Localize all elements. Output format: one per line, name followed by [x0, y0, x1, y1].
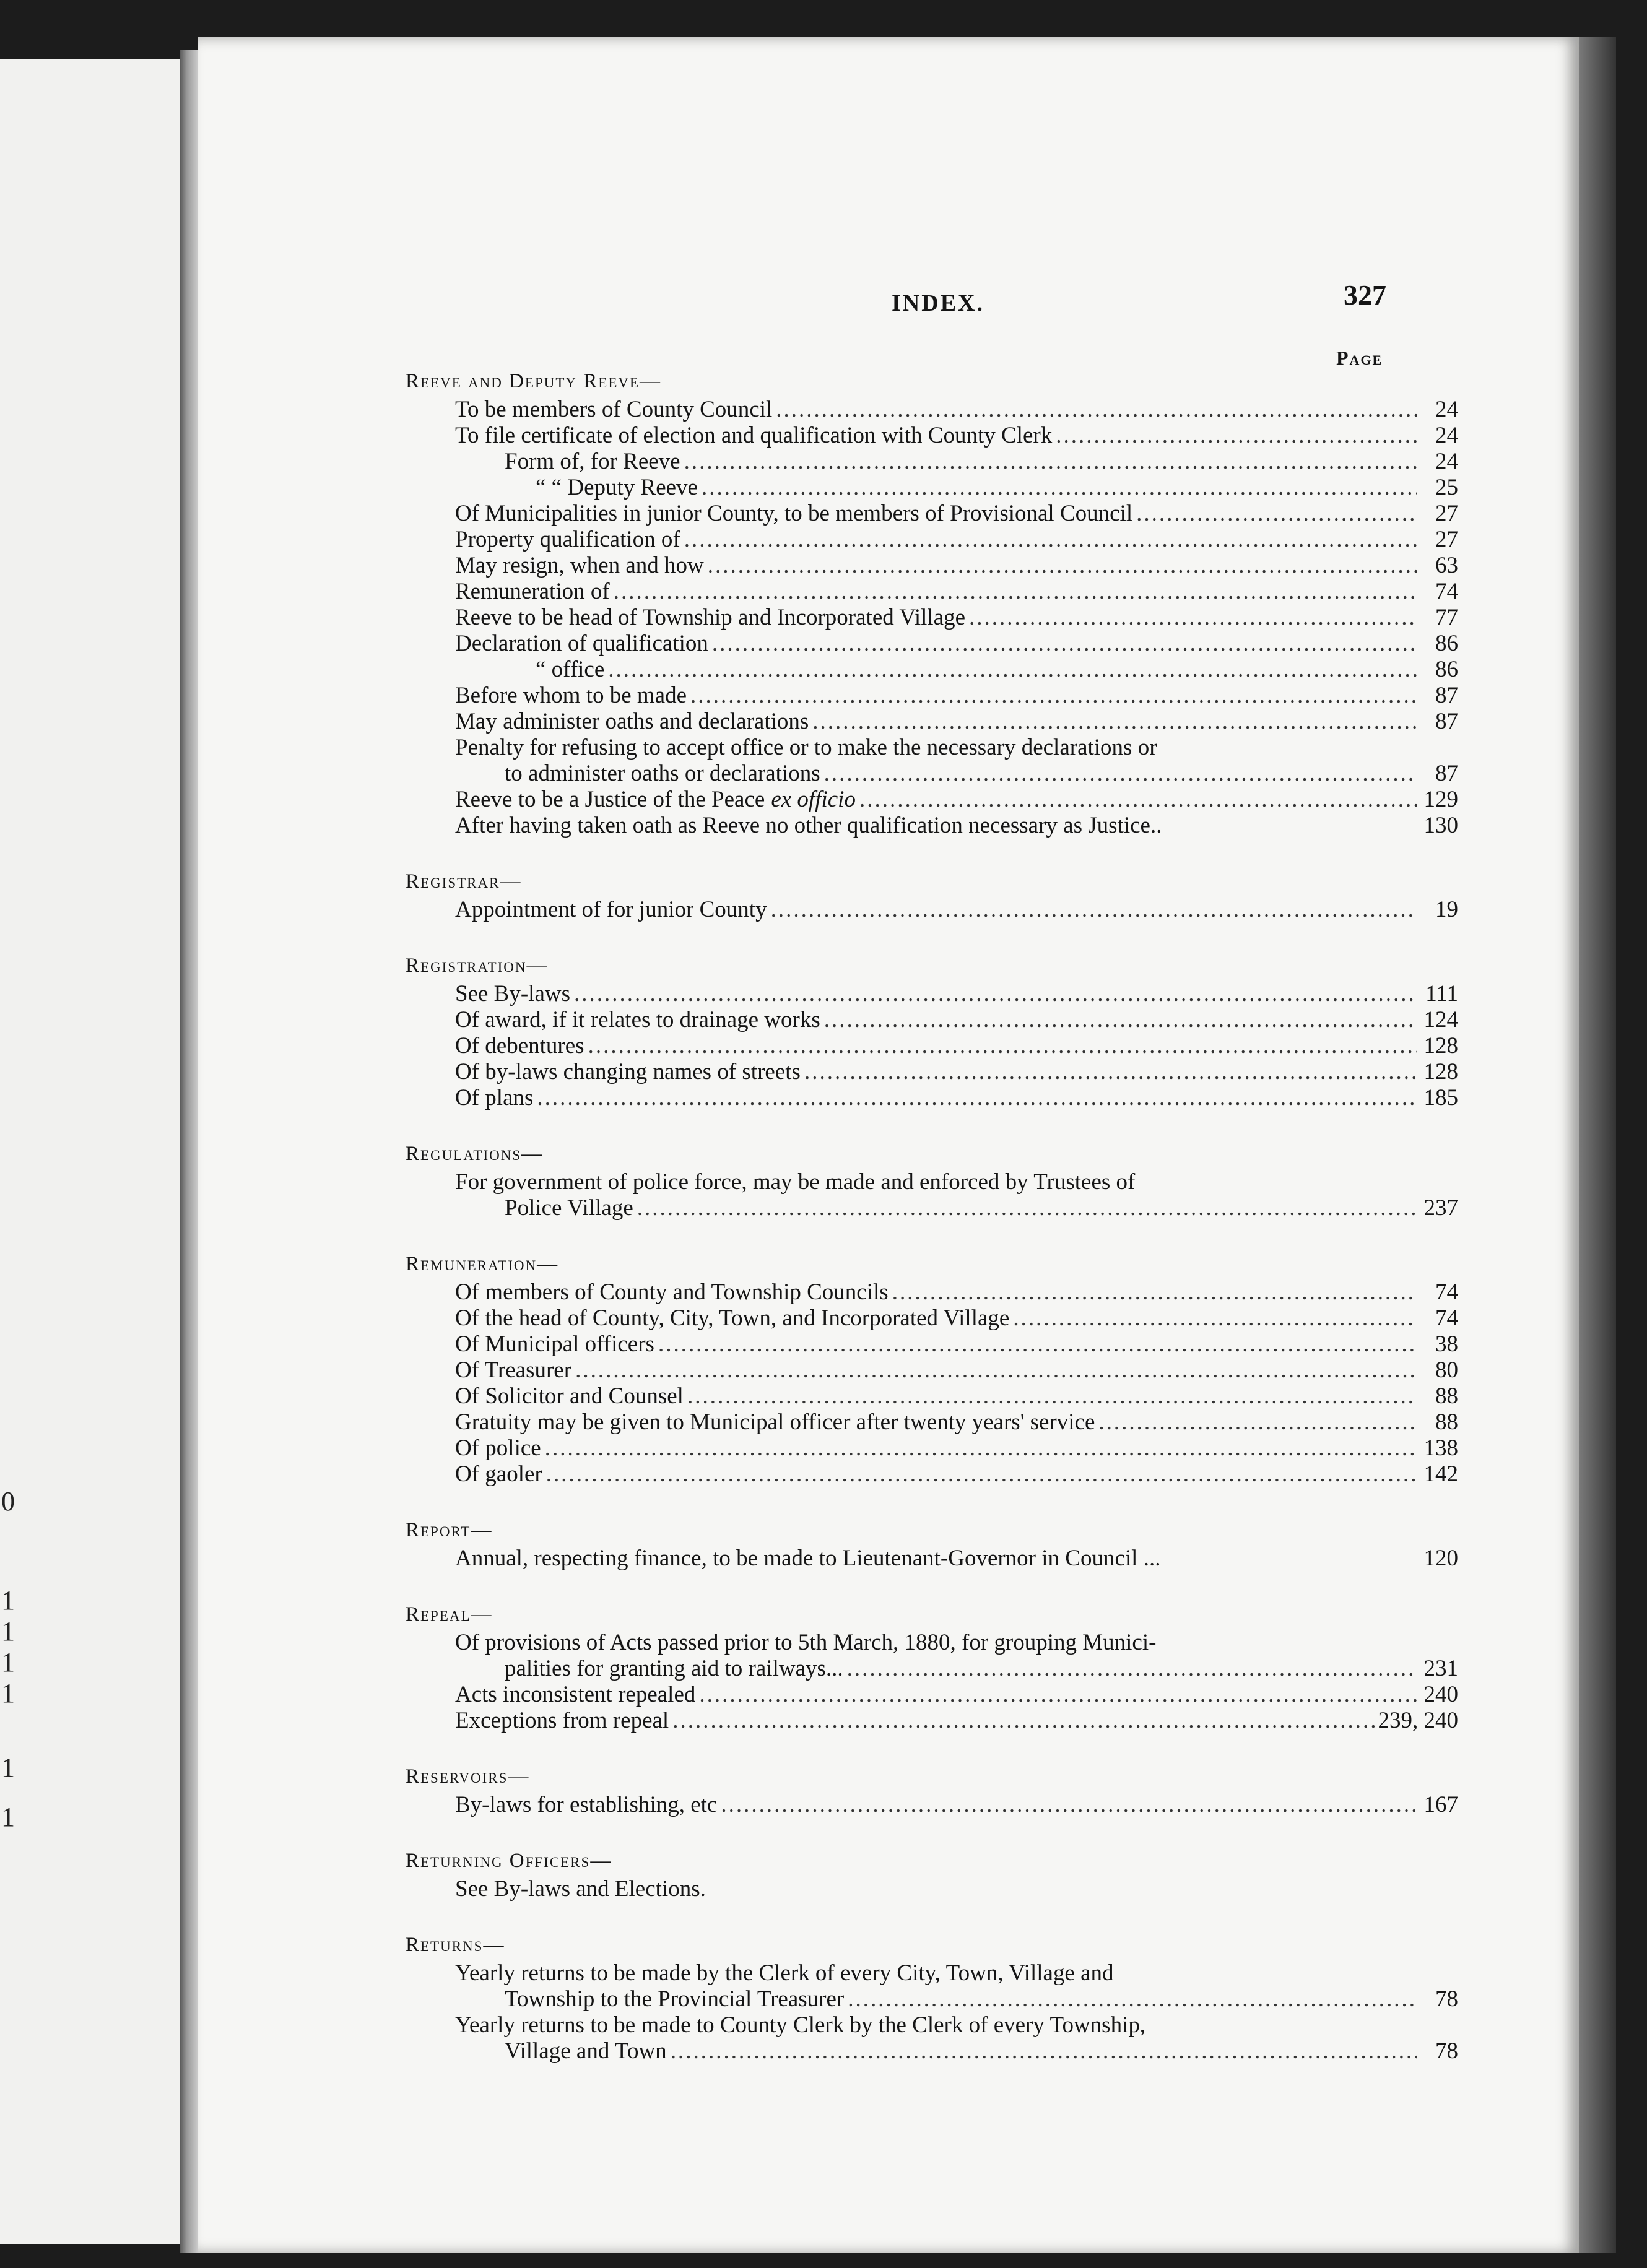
dot-leader — [637, 1195, 1417, 1221]
entry-page: 78 — [1435, 1986, 1458, 2012]
index-section — [406, 368, 1458, 839]
index-entry — [406, 1331, 1458, 1357]
entry-page: 231 — [1423, 1656, 1458, 1681]
section-heading: Remuneration— — [406, 1253, 559, 1275]
index-entry — [406, 1435, 1458, 1461]
section-heading: Repeal— — [406, 1603, 493, 1625]
entry-label: For government of police force, may be made and enforced by Trustees of — [455, 1169, 1136, 1195]
index-entry — [406, 1876, 1458, 1902]
entry-label: Of police — [455, 1435, 541, 1461]
entry-page: 74 — [1435, 579, 1458, 604]
dot-leader — [776, 397, 1417, 423]
index-section — [406, 1764, 1458, 1818]
index-section — [406, 1251, 1458, 1487]
entry-label: Reeve to be head of Township and Incorporated Village — [455, 605, 966, 630]
margin-mark: 1 — [1, 1647, 15, 1677]
page-column-label: Page — [1336, 347, 1383, 369]
entry-page: 86 — [1435, 631, 1458, 656]
section-heading: Report— — [406, 1519, 493, 1541]
index-entry — [406, 897, 1458, 923]
entry-label: Form of, for Reeve — [505, 449, 680, 474]
dot-leader — [812, 709, 1417, 735]
index-entry — [406, 1960, 1458, 1986]
dot-leader — [672, 1708, 1374, 1734]
dot-leader — [614, 579, 1417, 605]
index-entry — [406, 683, 1458, 709]
entry-page: 77 — [1435, 605, 1458, 630]
index-section — [406, 1141, 1458, 1221]
index-entry — [406, 527, 1458, 553]
index-entry — [406, 397, 1458, 423]
margin-mark: 1 — [1, 1802, 15, 1832]
index-entry — [406, 709, 1458, 735]
entry-label: To be members of County Council — [455, 397, 773, 422]
entry-label: Of Municipal officers — [455, 1331, 654, 1357]
entry-label: Of members of County and Township Councils — [455, 1279, 889, 1305]
entry-page: 24 — [1435, 397, 1458, 422]
index-entry — [406, 761, 1458, 787]
entry-label: Of Municipalities in junior County, to be members of Provisional Council — [455, 501, 1133, 526]
entry-label: After having taken oath as Reeve no other qualification necessary as Justice.. — [455, 813, 1162, 838]
index-page — [198, 37, 1579, 2253]
entry-label: Remuneration of — [455, 579, 610, 604]
entry-label: Gratuity may be given to Municipal officer after twenty years' service — [455, 1409, 1095, 1435]
index-entry — [406, 1033, 1458, 1059]
dot-leader — [658, 1331, 1417, 1357]
entry-label: Property qualification of — [455, 527, 680, 552]
index-section — [406, 1932, 1458, 2064]
index-section — [406, 1848, 1458, 1902]
index-entry — [406, 1656, 1458, 1682]
entry-page: 87 — [1435, 709, 1458, 734]
entry-page: 185 — [1423, 1085, 1458, 1110]
entry-italic: ex officio — [771, 787, 856, 812]
index-section — [406, 868, 1458, 923]
entry-label: to administer oaths or declarations — [505, 761, 820, 786]
entry-page: 111 — [1425, 981, 1458, 1006]
facing-page-edge — [0, 59, 180, 2244]
entry-label: Of the head of County, City, Town, and Incorporated Village — [455, 1305, 1010, 1331]
dot-leader — [690, 683, 1417, 709]
entry-label: Of gaoler — [455, 1461, 542, 1487]
index-entry — [406, 1085, 1458, 1111]
entry-label: Of provisions of Acts passed prior to 5th March, 1880, for grouping Munici- — [455, 1630, 1157, 1655]
margin-mark: 1 — [1, 1585, 15, 1616]
dot-leader — [545, 1435, 1417, 1461]
entry-page: 78 — [1435, 2038, 1458, 2064]
index-entry — [406, 1305, 1458, 1331]
dot-leader — [721, 1792, 1417, 1818]
index-entry — [406, 1461, 1458, 1487]
entry-label: Yearly returns to be made by the Clerk of every City, Town, Village and — [455, 1960, 1114, 1986]
margin-mark: 1 — [1, 1678, 15, 1708]
section-heading: Registration— — [406, 954, 549, 977]
index-entry — [406, 1279, 1458, 1305]
entry-label: Annual, respecting finance, to be made to Lieutenant-Governor in Council ... — [455, 1546, 1161, 1571]
margin-mark: 1 — [1, 1752, 15, 1783]
index-entry — [406, 501, 1458, 527]
entry-label: Township to the Provincial Treasurer — [505, 1986, 845, 2012]
section-heading: Reservoirs— — [406, 1765, 530, 1788]
entry-page: 239, 240 — [1378, 1708, 1458, 1733]
dot-leader — [588, 1033, 1417, 1059]
index-entry — [406, 813, 1458, 839]
dot-leader — [1056, 423, 1417, 449]
index-entry — [406, 605, 1458, 631]
entry-page: 27 — [1435, 501, 1458, 526]
index-entry — [406, 475, 1458, 501]
dot-leader — [699, 1682, 1417, 1708]
entry-label: Of award, if it relates to drainage works — [455, 1007, 820, 1032]
entry-page: 240 — [1423, 1682, 1458, 1707]
book-gutter — [180, 50, 198, 2253]
entry-label: Of Solicitor and Counsel — [455, 1383, 684, 1409]
entry-label: Exceptions from repeal — [455, 1708, 669, 1733]
entry-page: 63 — [1435, 553, 1458, 578]
dot-leader — [847, 1656, 1417, 1682]
dot-leader — [575, 1357, 1417, 1383]
index-entry — [406, 579, 1458, 605]
dot-leader — [687, 1383, 1417, 1409]
entry-page: 128 — [1423, 1059, 1458, 1084]
dot-leader — [1098, 1409, 1417, 1435]
entry-label: May administer oaths and declarations — [455, 709, 809, 734]
entry-page: 25 — [1435, 475, 1458, 500]
entry-page: 24 — [1435, 449, 1458, 474]
dot-leader — [771, 897, 1417, 923]
section-heading: Returning Officers— — [406, 1850, 612, 1872]
entry-label: “ office — [536, 657, 605, 682]
index-entry — [406, 553, 1458, 579]
entry-page: 129 — [1423, 787, 1458, 812]
dot-leader — [684, 527, 1417, 553]
dot-leader — [892, 1279, 1417, 1305]
entry-label: See By-laws and Elections. — [455, 1876, 706, 1902]
entry-page: 74 — [1435, 1279, 1458, 1305]
index-entry — [406, 1195, 1458, 1221]
entry-label: “ “ Deputy Reeve — [536, 475, 698, 500]
index-entry — [406, 1546, 1458, 1572]
entry-page: 88 — [1435, 1409, 1458, 1435]
entry-label: Of plans — [455, 1085, 534, 1110]
index-entry — [406, 981, 1458, 1007]
entry-page: 38 — [1435, 1331, 1458, 1357]
entry-page: 24 — [1435, 423, 1458, 448]
page-number: 327 — [1344, 279, 1386, 311]
dot-leader — [684, 449, 1417, 475]
entry-page: 86 — [1435, 657, 1458, 682]
index-entry — [406, 1682, 1458, 1708]
entry-label: See By-laws — [455, 981, 570, 1006]
dot-leader — [608, 657, 1417, 683]
section-heading: Regulations— — [406, 1143, 544, 1165]
section-heading: Reeve and Deputy Reeve— — [406, 370, 662, 392]
dot-leader — [712, 631, 1417, 657]
index-entry — [406, 1708, 1458, 1734]
index-entry — [406, 1986, 1458, 2012]
index-entry — [406, 423, 1458, 449]
entry-label: Penalty for refusing to accept office or to make the necessary declarations or — [455, 735, 1157, 760]
entry-label: Police Village — [505, 1195, 633, 1221]
entry-label: Of debentures — [455, 1033, 584, 1058]
section-heading: Returns— — [406, 1934, 505, 1956]
index-entry — [406, 1007, 1458, 1033]
dot-leader — [859, 787, 1417, 813]
entry-label: By-laws for establishing, etc — [455, 1792, 718, 1817]
index-section — [406, 1517, 1458, 1572]
index-entry — [406, 449, 1458, 475]
index-entry — [406, 1357, 1458, 1383]
index-list — [406, 368, 1458, 2094]
dot-leader — [1013, 1305, 1417, 1331]
dot-leader — [824, 761, 1417, 787]
entry-label: Of by-laws changing names of streets — [455, 1059, 801, 1084]
section-heading: Registrar— — [406, 870, 522, 893]
entry-page: 87 — [1435, 761, 1458, 786]
entry-label: May resign, when and how — [455, 553, 704, 578]
dot-leader — [1136, 501, 1417, 527]
running-head: INDEX. — [892, 290, 984, 316]
entry-label: To file certificate of election and qualification with County Clerk — [455, 423, 1053, 448]
entry-page: 80 — [1435, 1357, 1458, 1383]
margin-mark: 1 — [1, 1616, 15, 1647]
entry-page: 87 — [1435, 683, 1458, 708]
entry-page: 74 — [1435, 1305, 1458, 1331]
entry-page: 138 — [1423, 1435, 1458, 1461]
dot-leader — [824, 1007, 1417, 1033]
entry-label: Acts inconsistent repealed — [455, 1682, 696, 1707]
entry-label: Before whom to be made — [455, 683, 687, 708]
entry-page: 19 — [1435, 897, 1458, 922]
entry-page: 167 — [1423, 1792, 1458, 1817]
index-entry — [406, 2012, 1458, 2038]
dot-leader — [969, 605, 1417, 631]
index-entry — [406, 1383, 1458, 1409]
dot-leader — [574, 981, 1417, 1007]
index-entry — [406, 1059, 1458, 1085]
index-entry — [406, 1409, 1458, 1435]
entry-page: 124 — [1423, 1007, 1458, 1032]
entry-label: Appointment of for junior County — [455, 897, 767, 922]
page-stack-edge — [1579, 37, 1616, 2253]
index-entry — [406, 1169, 1458, 1195]
entry-label: Village and Town — [505, 2038, 667, 2064]
entry-page: 237 — [1423, 1195, 1458, 1221]
entry-label: Reeve to be a Justice of the Peace — [455, 787, 765, 812]
entry-label: Yearly returns to be made to County Clerk by the Clerk of every Township, — [455, 2012, 1146, 2038]
entry-page: 120 — [1423, 1546, 1458, 1571]
dot-leader — [848, 1986, 1417, 2012]
index-entry — [406, 1792, 1458, 1818]
index-entry — [406, 735, 1458, 761]
entry-label: Declaration of qualification — [455, 631, 708, 656]
index-entry — [406, 787, 1458, 813]
index-section — [406, 1601, 1458, 1734]
entry-page: 130 — [1423, 813, 1458, 838]
dot-leader — [537, 1085, 1417, 1111]
margin-mark: 0 — [1, 1486, 15, 1517]
entry-page: 88 — [1435, 1383, 1458, 1409]
dot-leader — [804, 1059, 1417, 1085]
dot-leader — [671, 2038, 1417, 2064]
index-entry — [406, 631, 1458, 657]
dot-leader — [708, 553, 1417, 579]
entry-label: Of Treasurer — [455, 1357, 572, 1383]
index-entry — [406, 1630, 1458, 1656]
index-section — [406, 953, 1458, 1111]
dot-leader — [702, 475, 1417, 501]
entry-page: 128 — [1423, 1033, 1458, 1058]
entry-page: 142 — [1423, 1461, 1458, 1487]
dot-leader — [546, 1461, 1417, 1487]
index-entry — [406, 657, 1458, 683]
index-entry — [406, 2038, 1458, 2064]
entry-label: palities for granting aid to railways... — [505, 1656, 843, 1681]
entry-page: 27 — [1435, 527, 1458, 552]
